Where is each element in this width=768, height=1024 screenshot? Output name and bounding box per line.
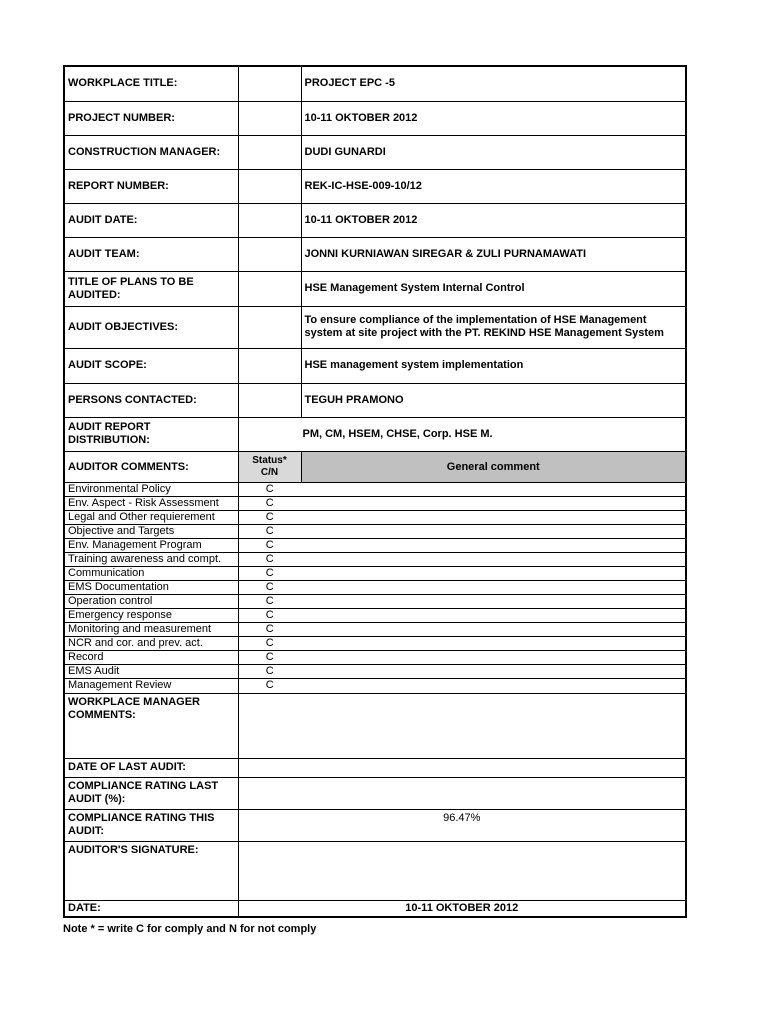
compliance-last-row [64,777,686,809]
report-number-row [64,169,686,203]
comment-item-row [64,496,686,510]
date-of-last-audit-value [238,758,686,777]
item-general-comment [301,566,686,580]
distribution-label: AUDIT REPORT DISTRIBUTION: [64,417,238,451]
spacer-cell [238,203,301,237]
item-status: C [238,510,301,524]
audit-report-table [63,65,687,918]
title-of-plans-row [64,271,686,306]
comment-item-row [64,552,686,566]
status-header-line1: Status* [252,454,287,466]
item-name: Training awareness and compt. [64,552,238,566]
item-name: Monitoring and measurement [64,622,238,636]
report-number-label: REPORT NUMBER: [64,169,238,203]
spacer-cell [238,237,301,271]
item-name: Env. Aspect - Risk Assessment [64,496,238,510]
project-number-value: 10-11 OKTOBER 2012 [301,101,686,135]
workplace-title-label: WORKPLACE TITLE: [64,66,238,101]
workplace-manager-comments-label: WORKPLACE MANAGER COMMENTS: [64,693,238,758]
construction-manager-value: DUDI GUNARDI [301,135,686,169]
compliance-last-value [238,777,686,809]
comment-item-row [64,524,686,538]
compliance-last-label: COMPLIANCE RATING LAST AUDIT (%): [64,777,238,809]
item-name: Emergency response [64,608,238,622]
comment-item-row [64,594,686,608]
item-name: Record [64,650,238,664]
item-name: EMS Audit [64,664,238,678]
item-name: Communication [64,566,238,580]
item-name: Operation control [64,594,238,608]
item-general-comment [301,538,686,552]
distribution-value: PM, CM, HSEM, CHSE, Corp. HSE M. [238,417,686,451]
auditor-comments-label: AUDITOR COMMENTS: [64,451,238,482]
title-of-plans-label: TITLE OF PLANS TO BE AUDITED: [64,271,238,306]
persons-contacted-value: TEGUH PRAMONO [301,383,686,417]
spacer-cell [238,306,301,348]
workplace-manager-comments-value [238,693,686,758]
item-status: C [238,524,301,538]
audit-objectives-label: AUDIT OBJECTIVES: [64,306,238,348]
item-general-comment [301,496,686,510]
item-status: C [238,482,301,496]
item-name: Environmental Policy [64,482,238,496]
spacer-cell [238,66,301,101]
construction-manager-label: CONSTRUCTION MANAGER: [64,135,238,169]
auditor-signature-label: AUDITOR'S SIGNATURE: [64,841,238,900]
item-status: C [238,636,301,650]
item-general-comment [301,608,686,622]
persons-contacted-row [64,383,686,417]
compliance-this-row [64,809,686,841]
spacer-cell [238,169,301,203]
spacer-cell [238,348,301,383]
item-name: EMS Documentation [64,580,238,594]
auditor-signature-value [238,841,686,900]
item-general-comment [301,650,686,664]
comment-item-row [64,636,686,650]
item-status: C [238,664,301,678]
item-name: Env. Management Program [64,538,238,552]
comment-item-row [64,566,686,580]
item-status: C [238,566,301,580]
date-of-last-audit-label: DATE OF LAST AUDIT: [64,758,238,777]
item-name: Legal and Other requierement [64,510,238,524]
comment-item-row [64,608,686,622]
spacer-cell [238,383,301,417]
comment-item-row [64,650,686,664]
construction-manager-row [64,135,686,169]
date-row [64,900,686,917]
report-number-value: REK-IC-HSE-009-10/12 [301,169,686,203]
item-general-comment [301,580,686,594]
item-general-comment [301,636,686,650]
item-general-comment [301,510,686,524]
compliance-this-value: 96.47% [238,809,686,841]
audit-date-value: 10-11 OKTOBER 2012 [301,203,686,237]
item-status: C [238,594,301,608]
date-of-last-audit-row [64,758,686,777]
status-header-line2: C/N [260,466,279,478]
item-general-comment [301,482,686,496]
spacer-cell [238,271,301,306]
workplace-title-row [64,66,686,101]
project-number-row [64,101,686,135]
item-status: C [238,678,301,693]
item-name: Objective and Targets [64,524,238,538]
audit-team-label: AUDIT TEAM: [64,237,238,271]
item-status: C [238,622,301,636]
comment-item-row [64,664,686,678]
persons-contacted-label: PERSONS CONTACTED: [64,383,238,417]
item-status: C [238,650,301,664]
item-general-comment [301,678,686,693]
item-general-comment [301,664,686,678]
compliance-note: Note * = write C for comply and N for not comply [63,923,317,935]
distribution-row [64,417,686,451]
item-general-comment [301,622,686,636]
comment-item-row [64,678,686,693]
workplace-title-value: PROJECT EPC -5 [301,66,686,101]
audit-scope-row [64,348,686,383]
project-number-label: PROJECT NUMBER: [64,101,238,135]
title-of-plans-value: HSE Management System Internal Control [301,271,686,306]
audit-team-row [64,237,686,271]
comment-item-row [64,622,686,636]
spacer-cell [238,135,301,169]
item-status: C [238,496,301,510]
general-comment-header: General comment [301,451,686,482]
comment-item-row [64,580,686,594]
item-general-comment [301,524,686,538]
auditor-signature-row [64,841,686,900]
item-general-comment [301,552,686,566]
audit-date-row [64,203,686,237]
audit-objectives-row [64,306,686,348]
item-status: C [238,608,301,622]
item-general-comment [301,594,686,608]
auditor-comments-header-row [64,451,686,482]
comment-item-row [64,538,686,552]
spacer-cell [238,101,301,135]
comment-item-row [64,482,686,496]
audit-scope-value: HSE management system implementation [301,348,686,383]
comment-item-row [64,510,686,524]
date-label: DATE: [64,900,238,917]
audit-objectives-value: To ensure compliance of the implementation of HSE Management system at site project with the PT. REKIND HSE Management System [301,306,686,348]
item-status: C [238,552,301,566]
item-name: Management Review [64,678,238,693]
item-status: C [238,538,301,552]
date-value: 10-11 OKTOBER 2012 [238,900,686,917]
audit-team-value: JONNI KURNIAWAN SIREGAR & ZULI PURNAMAWATI [301,237,686,271]
item-status: C [238,580,301,594]
audit-scope-label: AUDIT SCOPE: [64,348,238,383]
compliance-this-label: COMPLIANCE RATING THIS AUDIT: [64,809,238,841]
audit-date-label: AUDIT DATE: [64,203,238,237]
status-column-header [238,451,301,482]
item-name: NCR and cor. and prev. act. [64,636,238,650]
workplace-manager-comments-row [64,693,686,758]
